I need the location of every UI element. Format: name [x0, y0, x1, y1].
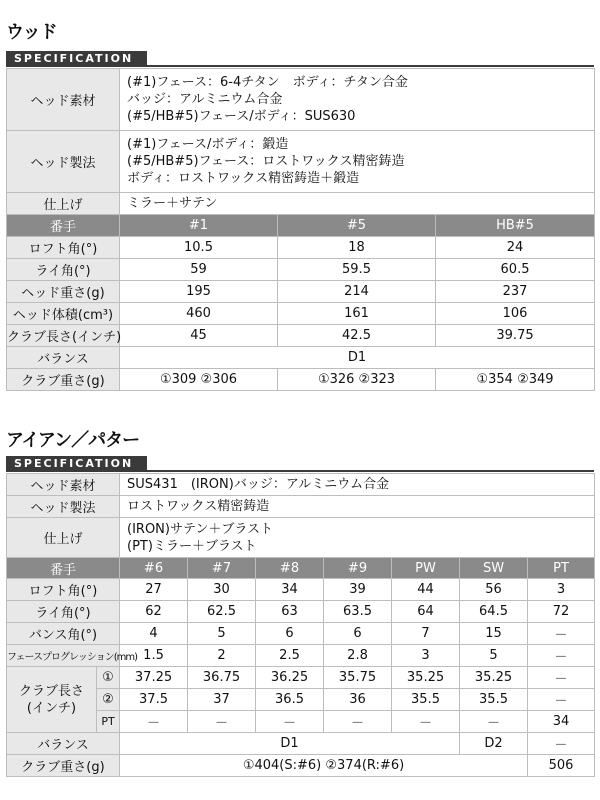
iron-bounce-label: バンス角(°) [7, 623, 120, 645]
wood-finish-label: 仕上げ [7, 193, 120, 215]
wood-section-title: ウッド [6, 22, 57, 43]
iron-finish-label: 仕上げ [7, 518, 120, 558]
wood-head-method-row [7, 131, 595, 193]
iron-length-sub-label: ① [97, 667, 120, 689]
wood-head-method-value [120, 131, 595, 193]
iron-length-value: － [528, 689, 595, 711]
wood-length-row [7, 325, 595, 347]
wood-spec-table [6, 68, 595, 391]
iron-head-method-value: ロストワックス精密鋳造 [120, 496, 595, 518]
iron-length-sub-label: PT [97, 711, 120, 733]
iron-loft-label: ロフト角(°) [7, 579, 120, 601]
iron-header-col: #7 [188, 558, 256, 579]
wood-loft-row [7, 237, 595, 259]
iron-length-value: － [120, 711, 188, 733]
iron-length-value: 36.5 [256, 689, 324, 711]
iron-lie-value: 64.5 [460, 601, 528, 623]
iron-length-value: － [188, 711, 256, 733]
iron-header-col: PW [392, 558, 460, 579]
wood-head-volume-row [7, 303, 595, 325]
iron-head-material-row [7, 474, 595, 496]
wood-spec-divider [147, 65, 594, 67]
wood-finish-row [7, 193, 595, 215]
wood-length-label: クラブ長さ(インチ) [7, 325, 120, 347]
iron-length-value: 37.5 [120, 689, 188, 711]
iron-length-value: 36 [324, 689, 392, 711]
wood-head-volume-value: 161 [278, 303, 436, 325]
iron-lie-value: 63.5 [324, 601, 392, 623]
iron-length-label-line2: (インチ) [26, 700, 77, 716]
wood-head-method-line1: (#1)フェース/ボディ：鍛造 [127, 137, 289, 152]
wood-head-volume-label: ヘッド体積(cm³) [7, 303, 120, 325]
wood-header-row [7, 215, 595, 237]
iron-head-material-value: SUS431 (IRON)バッジ：アルミニウム合金 [120, 474, 595, 496]
wood-length-value: 42.5 [278, 325, 436, 347]
iron-length-label [7, 667, 97, 733]
iron-finish-row [7, 518, 595, 558]
iron-club-weight-value: ①404(S:#6) ②374(R:#6) [120, 755, 528, 777]
iron-loft-row [7, 579, 595, 601]
iron-header-col: #9 [324, 558, 392, 579]
iron-length-value: － [256, 711, 324, 733]
wood-head-weight-value: 237 [436, 281, 595, 303]
iron-spec-label: SPECIFICATION [6, 456, 147, 472]
wood-head-material-line2: バッジ：アルミニウム合金 [127, 92, 283, 107]
iron-section-title: アイアン／パター [6, 430, 140, 451]
iron-finish-line1: (IRON)サテン＋ブラスト [127, 521, 273, 537]
iron-length-value: 36.75 [188, 667, 256, 689]
iron-lie-value: 64 [392, 601, 460, 623]
iron-progression-value: 3 [392, 645, 460, 667]
iron-length-value: 35.25 [460, 667, 528, 689]
wood-head-material-line3: (#5/HB#5)フェース/ボディ：SUS630 [127, 109, 356, 124]
iron-length-value: 36.25 [256, 667, 324, 689]
iron-bounce-value: 4 [120, 623, 188, 645]
iron-loft-value: 39 [324, 579, 392, 601]
wood-length-value: 45 [120, 325, 278, 347]
iron-progression-value: 2 [188, 645, 256, 667]
iron-balance-row [7, 733, 595, 755]
wood-head-weight-value: 214 [278, 281, 436, 303]
iron-length-value: 35.25 [392, 667, 460, 689]
iron-finish-line2: (PT)ミラー＋ブラスト [127, 538, 257, 554]
iron-club-weight-label: クラブ重さ(g) [7, 755, 120, 777]
wood-club-weight-row [7, 369, 595, 391]
iron-progression-value: 5 [460, 645, 528, 667]
iron-length-value: － [324, 711, 392, 733]
iron-length-value: － [528, 667, 595, 689]
iron-lie-row [7, 601, 595, 623]
iron-length-row-1 [7, 667, 595, 689]
iron-header-col: PT [528, 558, 595, 579]
wood-header-col: HB#5 [436, 215, 595, 237]
iron-loft-value: 30 [188, 579, 256, 601]
wood-head-material-label: ヘッド素材 [7, 69, 120, 131]
iron-loft-value: 34 [256, 579, 324, 601]
iron-head-method-row [7, 496, 595, 518]
wood-head-material-line1: (#1)フェース：6-4チタン ボディ：チタン合金 [127, 75, 408, 90]
wood-finish-value: ミラー＋サテン [120, 193, 595, 215]
wood-head-method-label: ヘッド製法 [7, 131, 120, 193]
wood-length-value: 39.75 [436, 325, 595, 347]
iron-loft-value: 3 [528, 579, 595, 601]
wood-club-weight-label: クラブ重さ(g) [7, 369, 120, 391]
iron-finish-value [120, 518, 595, 558]
iron-progression-value: 2.8 [324, 645, 392, 667]
iron-progression-value: － [528, 645, 595, 667]
iron-bounce-value: 6 [256, 623, 324, 645]
wood-club-weight-value: ①309 ②306 [120, 369, 278, 391]
iron-bounce-value: 5 [188, 623, 256, 645]
wood-club-weight-value: ①354 ②349 [436, 369, 595, 391]
wood-balance-value: D1 [120, 347, 595, 369]
wood-head-material-row [7, 69, 595, 131]
wood-header-label: 番手 [7, 215, 120, 237]
iron-bounce-value: 15 [460, 623, 528, 645]
iron-length-value: 34 [528, 711, 595, 733]
wood-loft-value: 18 [278, 237, 436, 259]
wood-balance-label: バランス [7, 347, 120, 369]
wood-club-weight-value: ①326 ②323 [278, 369, 436, 391]
iron-loft-value: 56 [460, 579, 528, 601]
iron-length-value: 37 [188, 689, 256, 711]
wood-head-material-value [120, 69, 595, 131]
iron-length-sub-label: ② [97, 689, 120, 711]
iron-progression-value: 2.5 [256, 645, 324, 667]
wood-lie-value: 59.5 [278, 259, 436, 281]
iron-length-label-line1: クラブ長さ [18, 683, 84, 699]
iron-bounce-value: 7 [392, 623, 460, 645]
wood-head-weight-row [7, 281, 595, 303]
wood-lie-row [7, 259, 595, 281]
wood-head-volume-value: 460 [120, 303, 278, 325]
wood-loft-value: 24 [436, 237, 595, 259]
iron-spec-divider [147, 470, 594, 472]
iron-length-value: 37.25 [120, 667, 188, 689]
iron-length-value: － [392, 711, 460, 733]
iron-header-row [7, 558, 595, 579]
wood-lie-value: 60.5 [436, 259, 595, 281]
wood-loft-value: 10.5 [120, 237, 278, 259]
wood-head-method-line2: (#5/HB#5)フェース：ロストワックス精密鋳造 [127, 154, 405, 169]
wood-head-volume-value: 106 [436, 303, 595, 325]
iron-length-value: 35.5 [460, 689, 528, 711]
wood-head-weight-label: ヘッド重さ(g) [7, 281, 120, 303]
iron-length-value: 35.75 [324, 667, 392, 689]
iron-header-col: #6 [120, 558, 188, 579]
iron-length-value: 35.5 [392, 689, 460, 711]
iron-loft-value: 27 [120, 579, 188, 601]
iron-lie-label: ライ角(°) [7, 601, 120, 623]
iron-club-weight-pt-value: 506 [528, 755, 595, 777]
wood-spec-label: SPECIFICATION [6, 51, 147, 67]
iron-lie-value: 72 [528, 601, 595, 623]
wood-header-col: #5 [278, 215, 436, 237]
wood-balance-row [7, 347, 595, 369]
iron-header-col: #8 [256, 558, 324, 579]
wood-lie-value: 59 [120, 259, 278, 281]
iron-balance-sw-value: D2 [460, 733, 528, 755]
wood-header-col: #1 [120, 215, 278, 237]
iron-header-label: 番手 [7, 558, 120, 579]
iron-progression-row [7, 645, 595, 667]
iron-head-material-label: ヘッド素材 [7, 474, 120, 496]
iron-balance-pt-value: － [528, 733, 595, 755]
iron-lie-value: 62.5 [188, 601, 256, 623]
iron-balance-label: バランス [7, 733, 120, 755]
iron-bounce-value: － [528, 623, 595, 645]
iron-club-weight-row [7, 755, 595, 777]
wood-head-weight-value: 195 [120, 281, 278, 303]
wood-head-method-line3: ボディ：ロストワックス精密鋳造＋鍛造 [127, 171, 360, 186]
wood-loft-label: ロフト角(°) [7, 237, 120, 259]
iron-spec-table [6, 473, 595, 777]
iron-progression-value: 1.5 [120, 645, 188, 667]
iron-balance-value: D1 [120, 733, 460, 755]
iron-lie-value: 62 [120, 601, 188, 623]
iron-head-method-label: ヘッド製法 [7, 496, 120, 518]
iron-length-value: － [460, 711, 528, 733]
iron-bounce-value: 6 [324, 623, 392, 645]
iron-progression-label: フェースプログレッション(mm) [7, 645, 120, 667]
wood-lie-label: ライ角(°) [7, 259, 120, 281]
iron-header-col: SW [460, 558, 528, 579]
iron-lie-value: 63 [256, 601, 324, 623]
iron-loft-value: 44 [392, 579, 460, 601]
iron-bounce-row [7, 623, 595, 645]
